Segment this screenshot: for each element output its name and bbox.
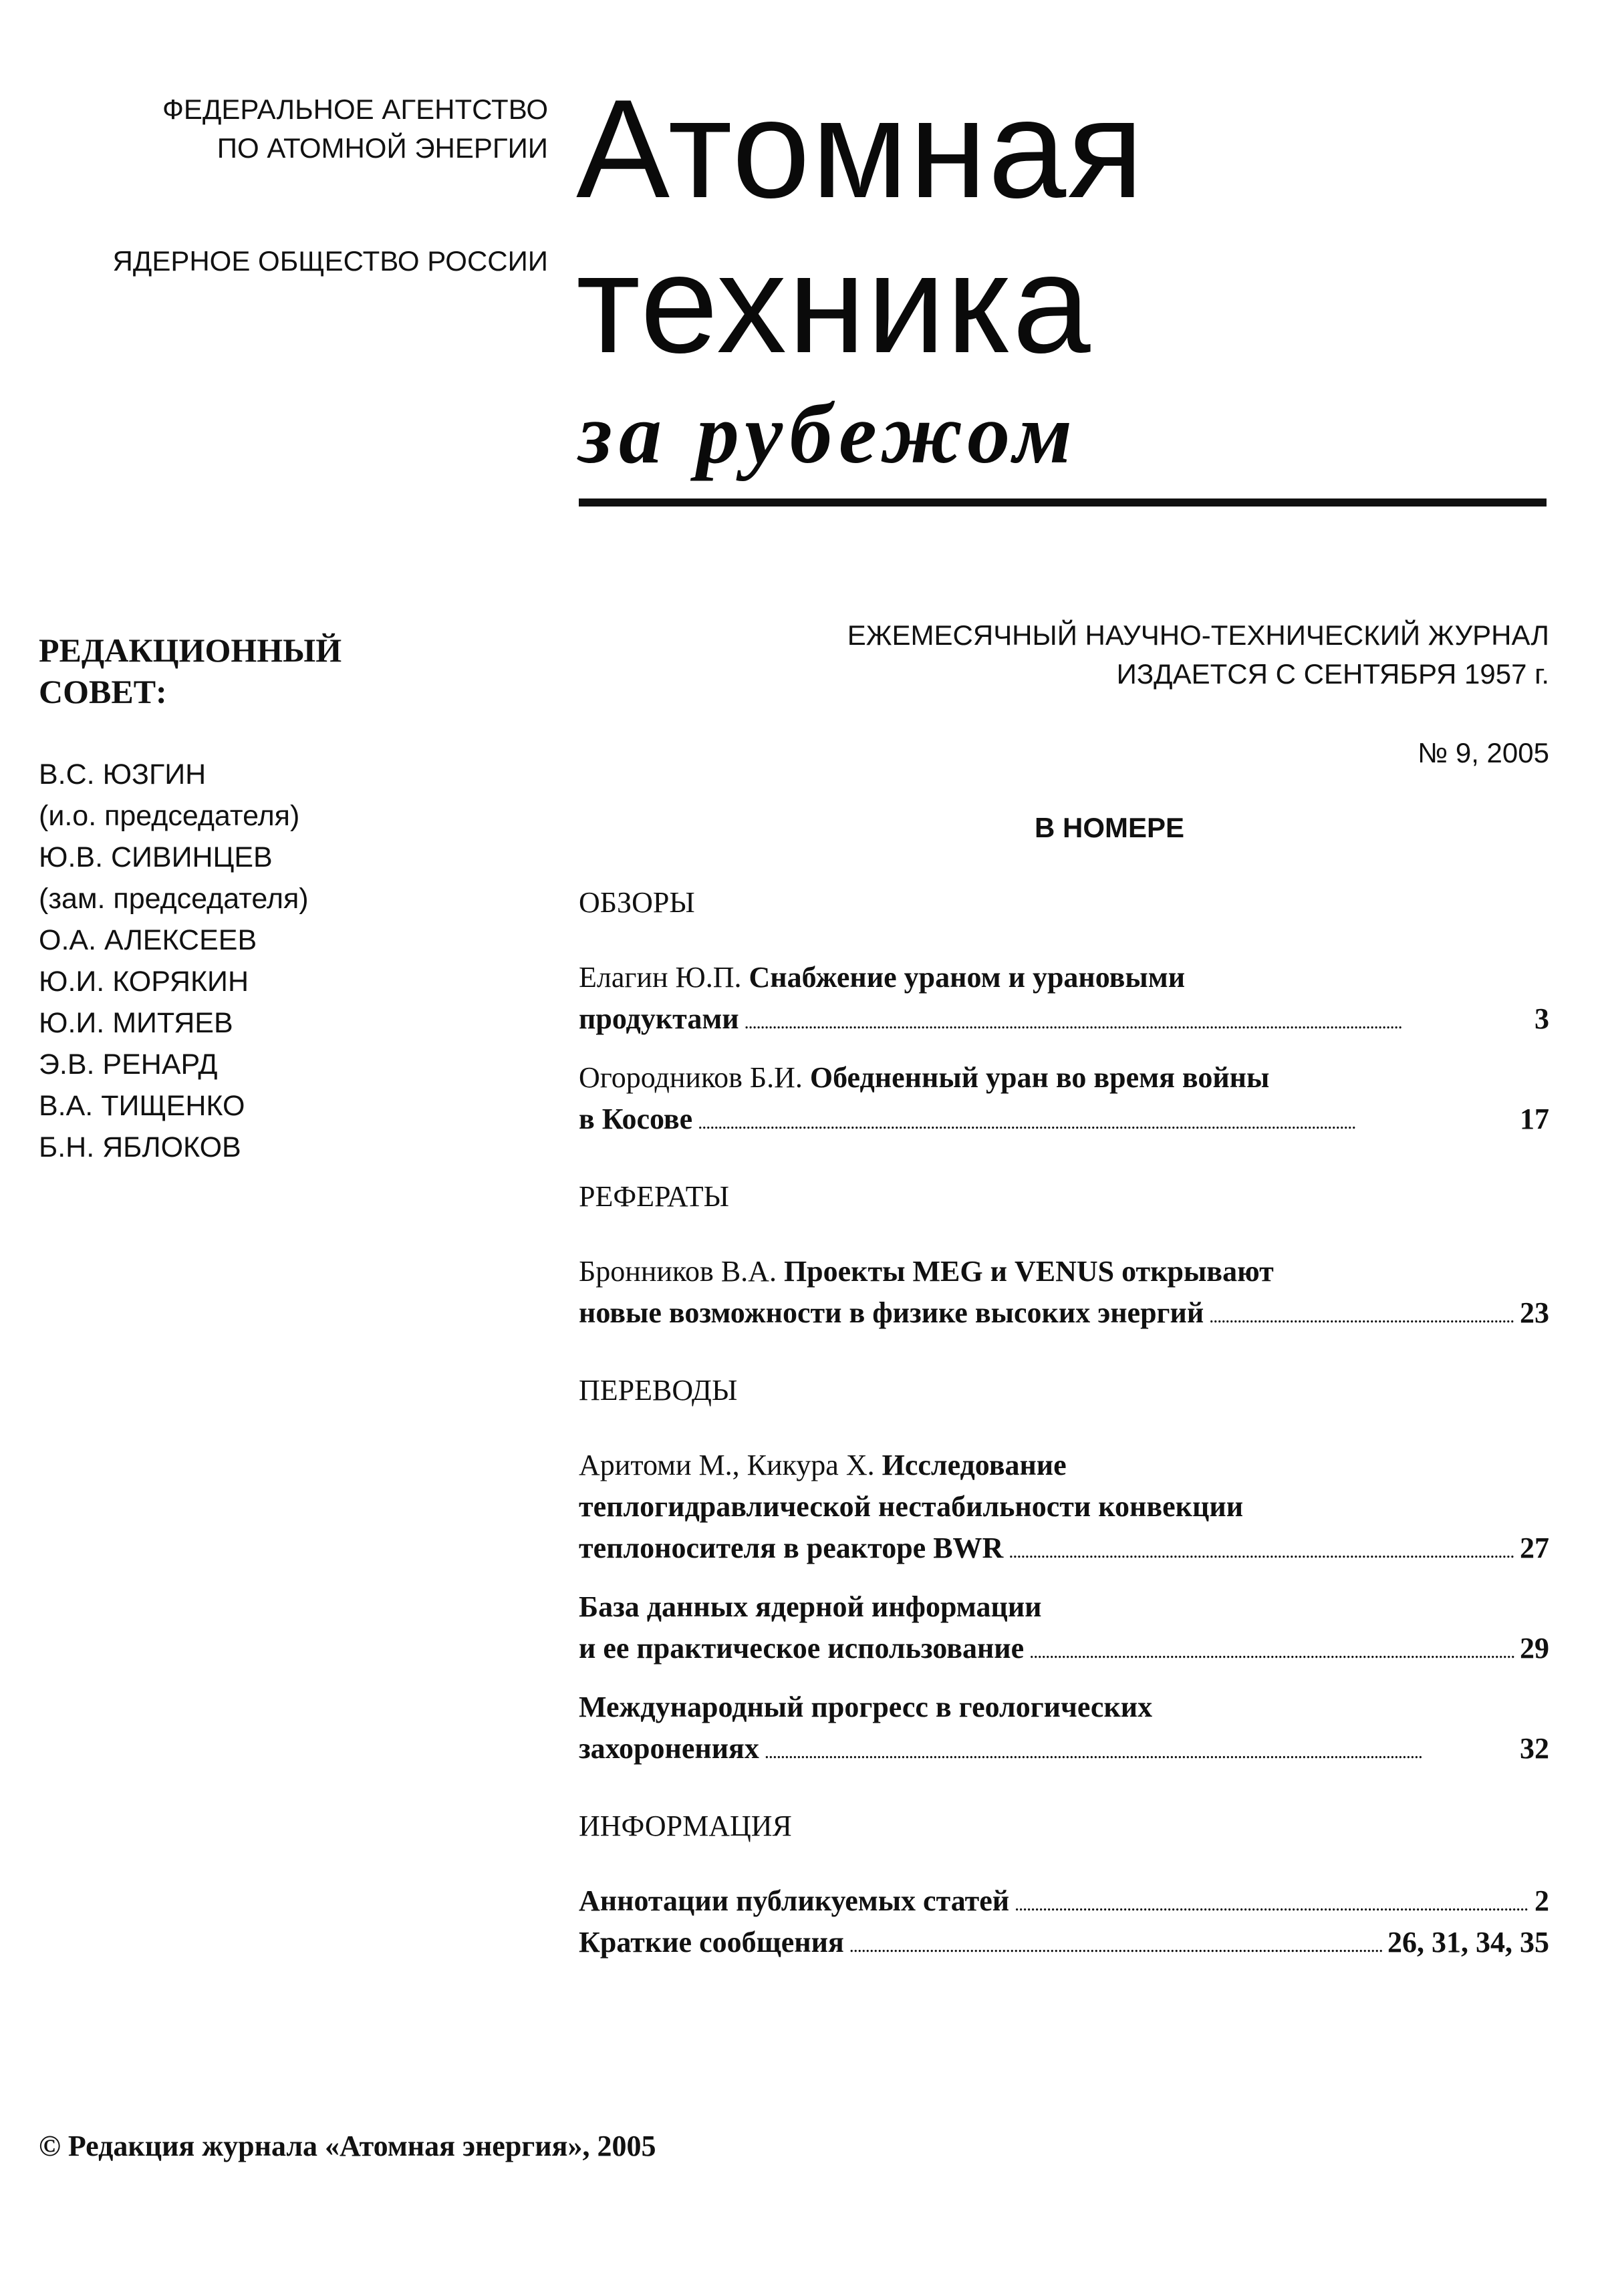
- board-members: [39, 754, 520, 1168]
- board-member: Э.В. РЕНАРД: [39, 1048, 218, 1081]
- entry-title-cont: и ее практическое использование: [579, 1632, 1025, 1665]
- toc-entry[interactable]: [579, 1057, 1549, 1140]
- dot-leader: [765, 1728, 1514, 1773]
- entry-page: 2: [1534, 1884, 1549, 1917]
- entry-page: 17: [1520, 1103, 1549, 1135]
- entry-title-cont: продуктами: [579, 1002, 739, 1035]
- dot-leader: [1015, 1880, 1529, 1926]
- board-title-line-2: СОВЕТ:: [39, 673, 167, 710]
- entry-title: Аннотации публикуемых статей: [579, 1884, 1010, 1917]
- publisher-society: ЯДЕРНОЕ ОБЩЕСТВО РОССИИ: [112, 245, 548, 277]
- masthead-line-3: за рубежом: [579, 386, 1079, 481]
- table-of-contents: [579, 882, 1549, 1963]
- entry-page: 27: [1520, 1532, 1549, 1564]
- entry-title-cont: теплоносителя в реакторе BWR: [579, 1532, 1004, 1564]
- issue-number: № 9, 2005: [1418, 737, 1549, 768]
- copyright-notice: © Редакция журнала «Атомная энергия», 2005: [39, 2130, 656, 2162]
- agency-line-2: ПО АТОМНОЙ ЭНЕРГИИ: [217, 132, 548, 164]
- entry-author: Аритоми М., Кикура Х.: [579, 1449, 882, 1481]
- toc-entry[interactable]: [579, 1586, 1549, 1669]
- entry-title: Обедненный уран во время войны: [809, 1061, 1270, 1094]
- entry-title: Исследование: [882, 1449, 1067, 1481]
- board-title-line-1: РЕДАКЦИОННЫЙ: [39, 631, 342, 669]
- board-member: В.С. ЮЗГИН: [39, 758, 207, 791]
- toc-entry[interactable]: [579, 1251, 1549, 1334]
- entry-title-cont: захоронениях: [579, 1732, 759, 1765]
- entry-page: 29: [1520, 1632, 1549, 1665]
- entry-page: 3: [1534, 1002, 1549, 1035]
- entry-title-cont: новые возможности в физике высоких энергий: [579, 1296, 1204, 1329]
- section-title: ИНФОРМАЦИЯ: [579, 1810, 792, 1842]
- dot-leader: [1029, 1628, 1514, 1673]
- board-member: Б.Н. ЯБЛОКОВ: [39, 1131, 241, 1163]
- entry-page: 23: [1520, 1296, 1549, 1329]
- entry-title: Краткие сообщения: [579, 1926, 844, 1959]
- agency-line-1: ФЕДЕРАЛЬНОЕ АГЕНТСТВО: [162, 94, 548, 125]
- entry-page: 26, 31, 34, 35: [1387, 1926, 1549, 1959]
- dot-leader: [1209, 1292, 1514, 1338]
- board-member: В.А. ТИЩЕНКО: [39, 1090, 245, 1122]
- dot-leader: [698, 1099, 1514, 1144]
- board-member: Ю.И. КОРЯКИН: [39, 966, 249, 998]
- section-title: ОБЗОРЫ: [579, 886, 695, 919]
- toc-entry[interactable]: [579, 957, 1549, 1040]
- masthead-line-1: Атомная: [576, 70, 1145, 227]
- dot-leader: [849, 1922, 1382, 1967]
- entry-title-cont: в Косове: [579, 1103, 693, 1135]
- entry-author: Елагин Ю.П.: [579, 961, 749, 994]
- contents-heading: В НОМЕРЕ: [1034, 812, 1185, 843]
- entry-author: Огородников Б.И.: [579, 1061, 810, 1094]
- entry-page: 32: [1520, 1732, 1549, 1765]
- entry-title: Снабжение ураном и урановыми: [749, 961, 1186, 994]
- dot-leader: [1009, 1528, 1514, 1573]
- journal-subtitle: [668, 616, 1549, 694]
- board-member-role: (зам. председателя): [39, 883, 309, 915]
- toc-entry[interactable]: [579, 1687, 1549, 1769]
- board-member-role: (и.о. председателя): [39, 800, 300, 832]
- entry-title: База данных ядерной информации: [579, 1590, 1042, 1623]
- board-member: О.А. АЛЕКСЕЕВ: [39, 924, 257, 956]
- board-title: [39, 629, 413, 712]
- dot-leader: [745, 998, 1529, 1044]
- masthead-rule: [579, 498, 1547, 507]
- section-title: ПЕРЕВОДЫ: [579, 1374, 738, 1407]
- publisher-agency: [40, 90, 548, 168]
- entry-title: Международный прогресс в геологических: [579, 1691, 1153, 1723]
- entry-title-cont: теплогидравлической нестабильности конвекции: [579, 1490, 1244, 1523]
- board-member: Ю.И. МИТЯЕВ: [39, 1007, 233, 1039]
- board-member: Ю.В. СИВИНЦЕВ: [39, 841, 273, 873]
- subtitle-line-2: ИЗДАЕТСЯ С СЕНТЯБРЯ 1957 г.: [1116, 658, 1549, 690]
- toc-entry[interactable]: [579, 1445, 1549, 1569]
- entry-title: Проекты MEG и VENUS открывают: [783, 1255, 1274, 1288]
- masthead-line-2: техника: [576, 225, 1092, 382]
- entry-author: Бронников В.А.: [579, 1255, 784, 1288]
- section-title: РЕФЕРАТЫ: [579, 1180, 729, 1213]
- toc-entry[interactable]: [579, 1922, 1549, 1963]
- toc-entry[interactable]: [579, 1880, 1549, 1922]
- subtitle-line-1: ЕЖЕМЕСЯЧНЫЙ НАУЧНО-ТЕХНИЧЕСКИЙ ЖУРНАЛ: [847, 619, 1549, 651]
